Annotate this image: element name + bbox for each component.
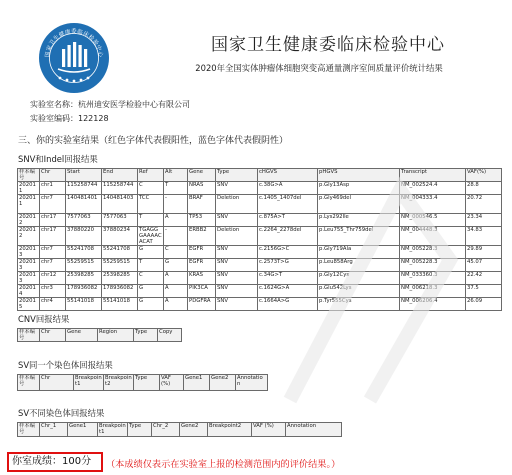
table-header-cell — [74, 375, 104, 391]
table-cell: NM_000546.5 — [400, 214, 466, 227]
table-cell: p.Tyr555Cys — [318, 298, 400, 311]
header-text: 样本编 — [19, 169, 35, 175]
table-cell: 140481401 — [66, 195, 102, 214]
lab-name-line — [30, 99, 190, 110]
header-text: Gene2 — [181, 423, 199, 429]
sv-same-table-title: SV同一个染色体回报结果 — [18, 360, 113, 370]
table-cell: chr12 — [40, 272, 66, 285]
header-text: 样本编 — [19, 423, 35, 429]
table-cell: NM_033360.3 — [400, 272, 466, 285]
header-text: Chr_1 — [41, 423, 57, 429]
table-cell: 55141018 — [102, 298, 138, 311]
table-cell: C — [138, 182, 164, 195]
table-cell: 202013 — [18, 272, 40, 285]
header-text: Transcript — [401, 169, 427, 175]
table-cell: 202013 — [18, 246, 40, 259]
table-cell: 23.34 — [466, 214, 502, 227]
table-cell: - — [164, 195, 188, 214]
table-cell: 25398285 — [66, 272, 102, 285]
table-header-cell — [164, 169, 188, 182]
table-header-row — [18, 423, 342, 437]
table-cell: 202012 — [18, 214, 40, 227]
table-row — [18, 298, 502, 311]
header-text: Type — [129, 423, 142, 429]
table-cell: NM_004448.3 — [400, 227, 466, 246]
table-cell: 26.09 — [466, 298, 502, 311]
table-cell: c.2156G>C — [258, 246, 318, 259]
lab-code-line — [30, 113, 109, 124]
table-cell: chr17 — [40, 227, 66, 246]
header-text: Type — [217, 169, 230, 175]
header-text: Annotation — [237, 375, 263, 387]
header-text: Breakpoint2 — [209, 423, 242, 429]
score-label: 你室成绩： — [12, 456, 62, 467]
table-cell: 45.07 — [466, 259, 502, 272]
table-header-cell — [98, 329, 134, 342]
table-row — [18, 214, 502, 227]
table-cell: 22.42 — [466, 272, 502, 285]
table-header-cell — [18, 423, 40, 437]
table-header-row — [18, 329, 182, 342]
header-text: End — [103, 169, 114, 175]
table-cell: ERBB2 — [188, 227, 216, 246]
table-cell: 7577063 — [66, 214, 102, 227]
table-header-cell — [188, 169, 216, 182]
table-cell: T — [138, 214, 164, 227]
table-cell: chr4 — [40, 298, 66, 311]
table-header-cell — [18, 169, 40, 182]
table-header-cell — [134, 329, 158, 342]
header-text: t1 — [75, 381, 81, 387]
table-cell: A — [164, 272, 188, 285]
table-cell: p.Leu858Arg — [318, 259, 400, 272]
snv-table — [17, 168, 502, 311]
table-header-cell — [216, 169, 258, 182]
table-header-cell — [68, 423, 98, 437]
table-header-cell — [236, 375, 268, 391]
score-note: （本成绩仅表示在实验室上报的检测范围内的评价结果。） — [106, 459, 341, 470]
table-cell: 28.8 — [466, 182, 502, 195]
header-text: Chr — [41, 329, 51, 335]
table-cell: c.38G>A — [258, 182, 318, 195]
table-cell: C — [138, 272, 164, 285]
table-header-cell — [134, 375, 160, 391]
table-header-cell — [252, 423, 286, 437]
header-text: Chr — [41, 169, 51, 175]
table-header-cell — [158, 329, 182, 342]
table-cell: C — [164, 246, 188, 259]
table-cell: A — [164, 285, 188, 298]
table-header-cell — [102, 169, 138, 182]
header-text: Region — [99, 329, 118, 335]
header-text: Copy — [159, 329, 173, 335]
snv-table-title: SNV和Indel回报结果 — [18, 154, 98, 164]
header-text: Gene1 — [185, 375, 203, 381]
table-cell: PDGFRA — [188, 298, 216, 311]
table-header-cell — [318, 169, 400, 182]
lab-code-value: 122128 — [78, 114, 109, 123]
table-cell: chr7 — [40, 259, 66, 272]
table-header-cell — [180, 423, 208, 437]
table-cell: p.Gly719Ala — [318, 246, 400, 259]
table-cell: p.Leu755_Thr759del — [318, 227, 400, 246]
table-cell: EGFR — [188, 259, 216, 272]
table-header-cell — [208, 423, 252, 437]
table-header-cell — [184, 375, 210, 391]
header-text: t2 — [105, 381, 111, 387]
table-header-cell — [40, 169, 66, 182]
header-text: Annotation — [287, 423, 317, 429]
table-cell: 55141018 — [66, 298, 102, 311]
section-title: 三、你的实验室结果（红色字体代表假阳性，蓝色字体代表假阴性） — [18, 136, 289, 146]
table-cell: A — [164, 214, 188, 227]
table-cell: 140481403 — [102, 195, 138, 214]
table-cell: TP53 — [188, 214, 216, 227]
table-cell: 34.83 — [466, 227, 502, 246]
table-row — [18, 182, 502, 195]
header-text: Breakpoin — [75, 375, 102, 381]
table-cell: 37.5 — [466, 285, 502, 298]
table-header-cell — [104, 375, 134, 391]
table-cell: c.34G>T — [258, 272, 318, 285]
cnv-table — [17, 328, 182, 342]
header-text: Start — [67, 169, 80, 175]
table-cell: 115258744 — [66, 182, 102, 195]
table-cell: 25398285 — [102, 272, 138, 285]
table-cell: NM_006206.4 — [400, 298, 466, 311]
header-text: 号 — [19, 429, 25, 435]
header-text: cHGVS — [259, 169, 277, 175]
table-cell: BRAF — [188, 195, 216, 214]
header-text: Ref — [139, 169, 148, 175]
header-text: Breakpoin — [105, 375, 132, 381]
table-cell: KRAS — [188, 272, 216, 285]
header-text: VAF(%) — [467, 169, 487, 175]
header-text: VAF — [161, 375, 171, 381]
table-cell: A — [164, 298, 188, 311]
table-cell: p.Gly12Cys — [318, 272, 400, 285]
score-value: 100分 — [62, 456, 92, 467]
logo-seal-icon — [38, 22, 110, 94]
header-text: Chr_2 — [153, 423, 169, 429]
lab-name-value: 杭州迪安医学检验中心有限公司 — [78, 100, 190, 109]
sv-diff-table — [17, 422, 342, 437]
header-text: Gene1 — [69, 423, 87, 429]
table-cell: NM_002524.4 — [400, 182, 466, 195]
table-header-cell — [286, 423, 342, 437]
table-cell: SNV — [216, 182, 258, 195]
header-text: 号 — [19, 335, 25, 341]
table-row — [18, 285, 502, 298]
table-header-row — [18, 375, 268, 391]
header-text: Type — [135, 375, 148, 381]
table-cell: chr17 — [40, 214, 66, 227]
table-cell: c.1405_1407del — [258, 195, 318, 214]
table-cell: SNV — [216, 259, 258, 272]
table-cell: NM_005228.3 — [400, 259, 466, 272]
lab-name-label: 实验室名称： — [30, 100, 78, 109]
table-cell: SNV — [216, 272, 258, 285]
table-header-cell — [258, 169, 318, 182]
header-text: t1 — [99, 429, 105, 435]
table-cell: chr3 — [40, 285, 66, 298]
table-cell: G — [164, 259, 188, 272]
table-cell: 202013 — [18, 259, 40, 272]
table-cell: SNV — [216, 298, 258, 311]
table-cell: 202015 — [18, 298, 40, 311]
table-cell: G — [138, 246, 164, 259]
table-cell: p.Glu542Lys — [318, 285, 400, 298]
table-cell: Deletion — [216, 227, 258, 246]
sv-diff-table-title: SV不同染色体回报结果 — [18, 408, 105, 418]
table-header-row — [18, 169, 502, 182]
table-cell: 37880234 — [102, 227, 138, 246]
table-cell: chr7 — [40, 195, 66, 214]
table-cell: 55259515 — [102, 259, 138, 272]
sv-same-table — [17, 374, 268, 391]
table-cell: - — [164, 227, 188, 246]
header-text: (%) — [161, 381, 171, 387]
page-title: 国家卫生健康委临床检验中心 — [211, 35, 445, 55]
table-cell: 178936082 — [66, 285, 102, 298]
header-text: pHGVS — [319, 169, 338, 175]
table-cell: NRAS — [188, 182, 216, 195]
table-cell: 37880220 — [66, 227, 102, 246]
table-row — [18, 227, 502, 246]
lab-code-label: 实验室编码： — [30, 114, 78, 123]
table-cell: SNV — [216, 214, 258, 227]
header-text: Chr — [41, 375, 51, 381]
table-header-cell — [98, 423, 128, 437]
header-text: Type — [135, 329, 148, 335]
table-cell: SNV — [216, 246, 258, 259]
table-cell: c.2573T>G — [258, 259, 318, 272]
header-text: Gene — [67, 329, 81, 335]
table-header-cell — [40, 329, 66, 342]
table-cell: 20.72 — [466, 195, 502, 214]
table-cell: G — [138, 285, 164, 298]
header-text: 号 — [19, 381, 25, 387]
table-row — [18, 272, 502, 285]
header-text: Gene — [189, 169, 203, 175]
table-row — [18, 259, 502, 272]
table-cell: NM_004333.4 — [400, 195, 466, 214]
header-text: Alt — [165, 169, 173, 175]
table-cell: c.875A>T — [258, 214, 318, 227]
table-header-cell — [18, 375, 40, 391]
score-box — [7, 452, 103, 472]
header-text: VAF (%) — [253, 423, 274, 429]
table-cell: T — [164, 182, 188, 195]
table-cell: TGAGGGAAAACACAT — [139, 227, 162, 245]
cnv-table-title: CNV回报结果 — [18, 314, 70, 324]
table-header-cell — [40, 423, 68, 437]
table-cell: 7577063 — [102, 214, 138, 227]
table-cell: 202012 — [18, 227, 40, 246]
table-header-cell — [128, 423, 152, 437]
table-header-cell — [18, 329, 40, 342]
table-cell: 202014 — [18, 285, 40, 298]
table-cell: c.1624G>A — [258, 285, 318, 298]
table-cell: p.Lys292Ile — [318, 214, 400, 227]
header-text: Gene2 — [211, 375, 229, 381]
header-text: 样本编 — [19, 375, 35, 381]
table-cell: p.Gly13Asp — [318, 182, 400, 195]
header-text: 样本编 — [19, 329, 35, 335]
table-cell: T — [138, 259, 164, 272]
table-header-cell — [66, 169, 102, 182]
table-header-cell — [160, 375, 184, 391]
table-cell: c.2264_2278del — [258, 227, 318, 246]
page-subtitle: 2020年全国实体肿瘤体细胞突变高通量测序室间质量评价统计结果 — [195, 63, 443, 73]
table-cell: chr7 — [40, 246, 66, 259]
table-cell: 55241708 — [66, 246, 102, 259]
header-text: Breakpoin — [99, 423, 126, 429]
table-header-cell — [40, 375, 74, 391]
table-cell: 202011 — [18, 182, 40, 195]
table-cell: SNV — [216, 285, 258, 298]
table-cell: 55241708 — [102, 246, 138, 259]
table-cell: Deletion — [216, 195, 258, 214]
table-cell: p.Gly469del — [318, 195, 400, 214]
table-cell: 55259515 — [66, 259, 102, 272]
table-cell: G — [138, 298, 164, 311]
table-cell: PIK3CA — [188, 285, 216, 298]
table-header-cell — [66, 329, 98, 342]
table-cell: NM_005228.3 — [400, 246, 466, 259]
table-cell: chr1 — [40, 182, 66, 195]
table-cell: 29.89 — [466, 246, 502, 259]
table-row — [18, 246, 502, 259]
table-row — [18, 195, 502, 214]
table-cell: NM_006218.3 — [400, 285, 466, 298]
table-cell: 178936082 — [102, 285, 138, 298]
svg-text:国家卫生健康委临床检验中心: 国家卫生健康委临床检验中心 — [44, 29, 104, 58]
table-cell: EGFR — [188, 246, 216, 259]
table-cell: 202011 — [18, 195, 40, 214]
table-header-cell — [152, 423, 180, 437]
table-header-cell — [400, 169, 466, 182]
table-header-cell — [210, 375, 236, 391]
table-cell: 115258744 — [102, 182, 138, 195]
table-cell: c.1664A>G — [258, 298, 318, 311]
table-header-cell — [138, 169, 164, 182]
table-cell: TCC — [138, 195, 164, 214]
table-header-cell — [466, 169, 502, 182]
header-text: 号 — [19, 175, 25, 181]
